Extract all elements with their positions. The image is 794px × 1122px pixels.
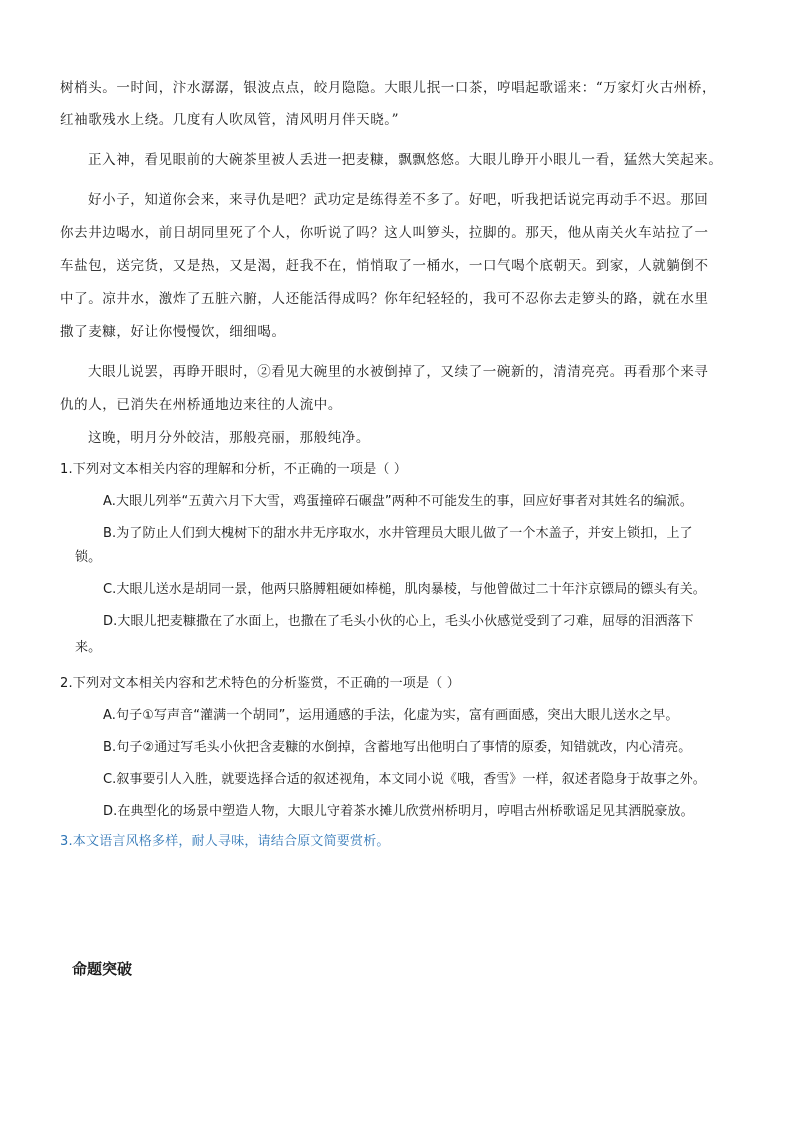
q1-option-d: D.大眼儿把麦糠撒在了水面上，也撒在了毛头小伙的心上，毛头小伙感觉受到了刁难，屈辱的泪洒落下 [103,614,694,629]
q2-option-b: B.句子②通过写毛头小伙把含麦糠的水倒掉，含蓄地写出他明白了事情的原委，知错就改，内心清亮。 [103,740,692,755]
passage-paragraph: 正入神，看见眼前的大碗茶里被人丢进一把麦糠，飘飘悠悠。大眼儿睁开小眼儿一看，猛然大笑起来。 [88,152,723,168]
q2-option-d: D.在典型化的场景中塑造人物，大眼儿守着茶水摊儿欣赏州桥明月，哼唱古州桥歌谣足见其洒脱豪放。 [103,804,694,819]
passage-line: 大眼儿说罢，再睁开眼时，②看见大碗里的水被倒掉了，又续了一碗新的，清清亮亮。再看那个来寻 [88,364,709,380]
question-3: 3.本文语言风格多样，耐人寻味，请结合原文简要赏析。 [60,834,390,849]
q1-option-b-cont: 锁。 [75,550,102,565]
section-title: 命题突破 [72,960,133,978]
passage-line: 撒了麦糠，好让你慢慢饮，细细喝。 [60,324,286,340]
passage-line: 仇的人，已消失在州桥通地边来往的人流中。 [60,397,342,413]
passage-paragraph: 这晚，明月分外皎洁，那般亮丽，那般纯净。 [88,430,370,446]
question-2-stem: 2.下列对文本相关内容和艺术特色的分析鉴赏，不正确的一项是（ ） [60,676,460,691]
passage-line: 树梢头。一时间，汴水潺潺，银波点点，皎月隐隐。大眼儿抿一口茶，哼唱起歌谣来：“万家灯火古州桥， [60,80,717,96]
q2-option-a: A.句子①写声音“灌满一个胡同”，运用通感的手法，化虚为实，富有画面感，突出大眼儿送水之早。 [103,708,679,723]
q1-option-a: A.大眼儿列举“五黄六月下大雪，鸡蛋撞碎石碾盘”两种不可能发生的事，回应好事者对其姓名的编派。 [103,494,693,509]
q2-option-c: C.叙事要引人入胜，就要选择合适的叙述视角，本文同小说《哦，香雪》一样，叙述者隐身于故事之外。 [103,772,706,787]
q1-option-b: B.为了防止人们到大槐树下的甜水井无序取水，水井管理员大眼儿做了一个木盖子，并安上锁扣，上了 [103,526,693,541]
passage-line: 中了。凉井水，激炸了五脏六腑，人还能活得成吗？你年纪轻轻的，我可不忍你去走箩头的路，就在水里 [60,291,709,307]
q1-option-c: C.大眼儿送水是胡同一景，他两只胳膊粗硬如棒槌，肌肉暴棱，与他曾做过二十年汴京镖局的镖头有关。 [103,582,706,597]
passage-line: 红袖歌残水上绕。几度有人吹凤管，清风明月伴天晓。” [60,112,400,128]
passage-line: 车盐包，送完货，又是热，又是渴，赶我不在，悄悄取了一桶水，一口气喝个底朝天。到家，人就躺倒不 [60,258,709,274]
passage-line: 你去井边喝水，前日胡同里死了个人，你听说了吗？这人叫箩头，拉脚的。那天，他从南关火车站拉了一 [60,225,709,241]
q1-option-d-cont: 来。 [75,640,102,655]
question-1-stem: 1.下列对文本相关内容的理解和分析，不正确的一项是（ ） [60,462,408,477]
passage-line: 好小子，知道你会来，来寻仇是吧？武功定是练得差不多了。好吧，听我把话说完再动手不迟。那回 [88,192,709,208]
